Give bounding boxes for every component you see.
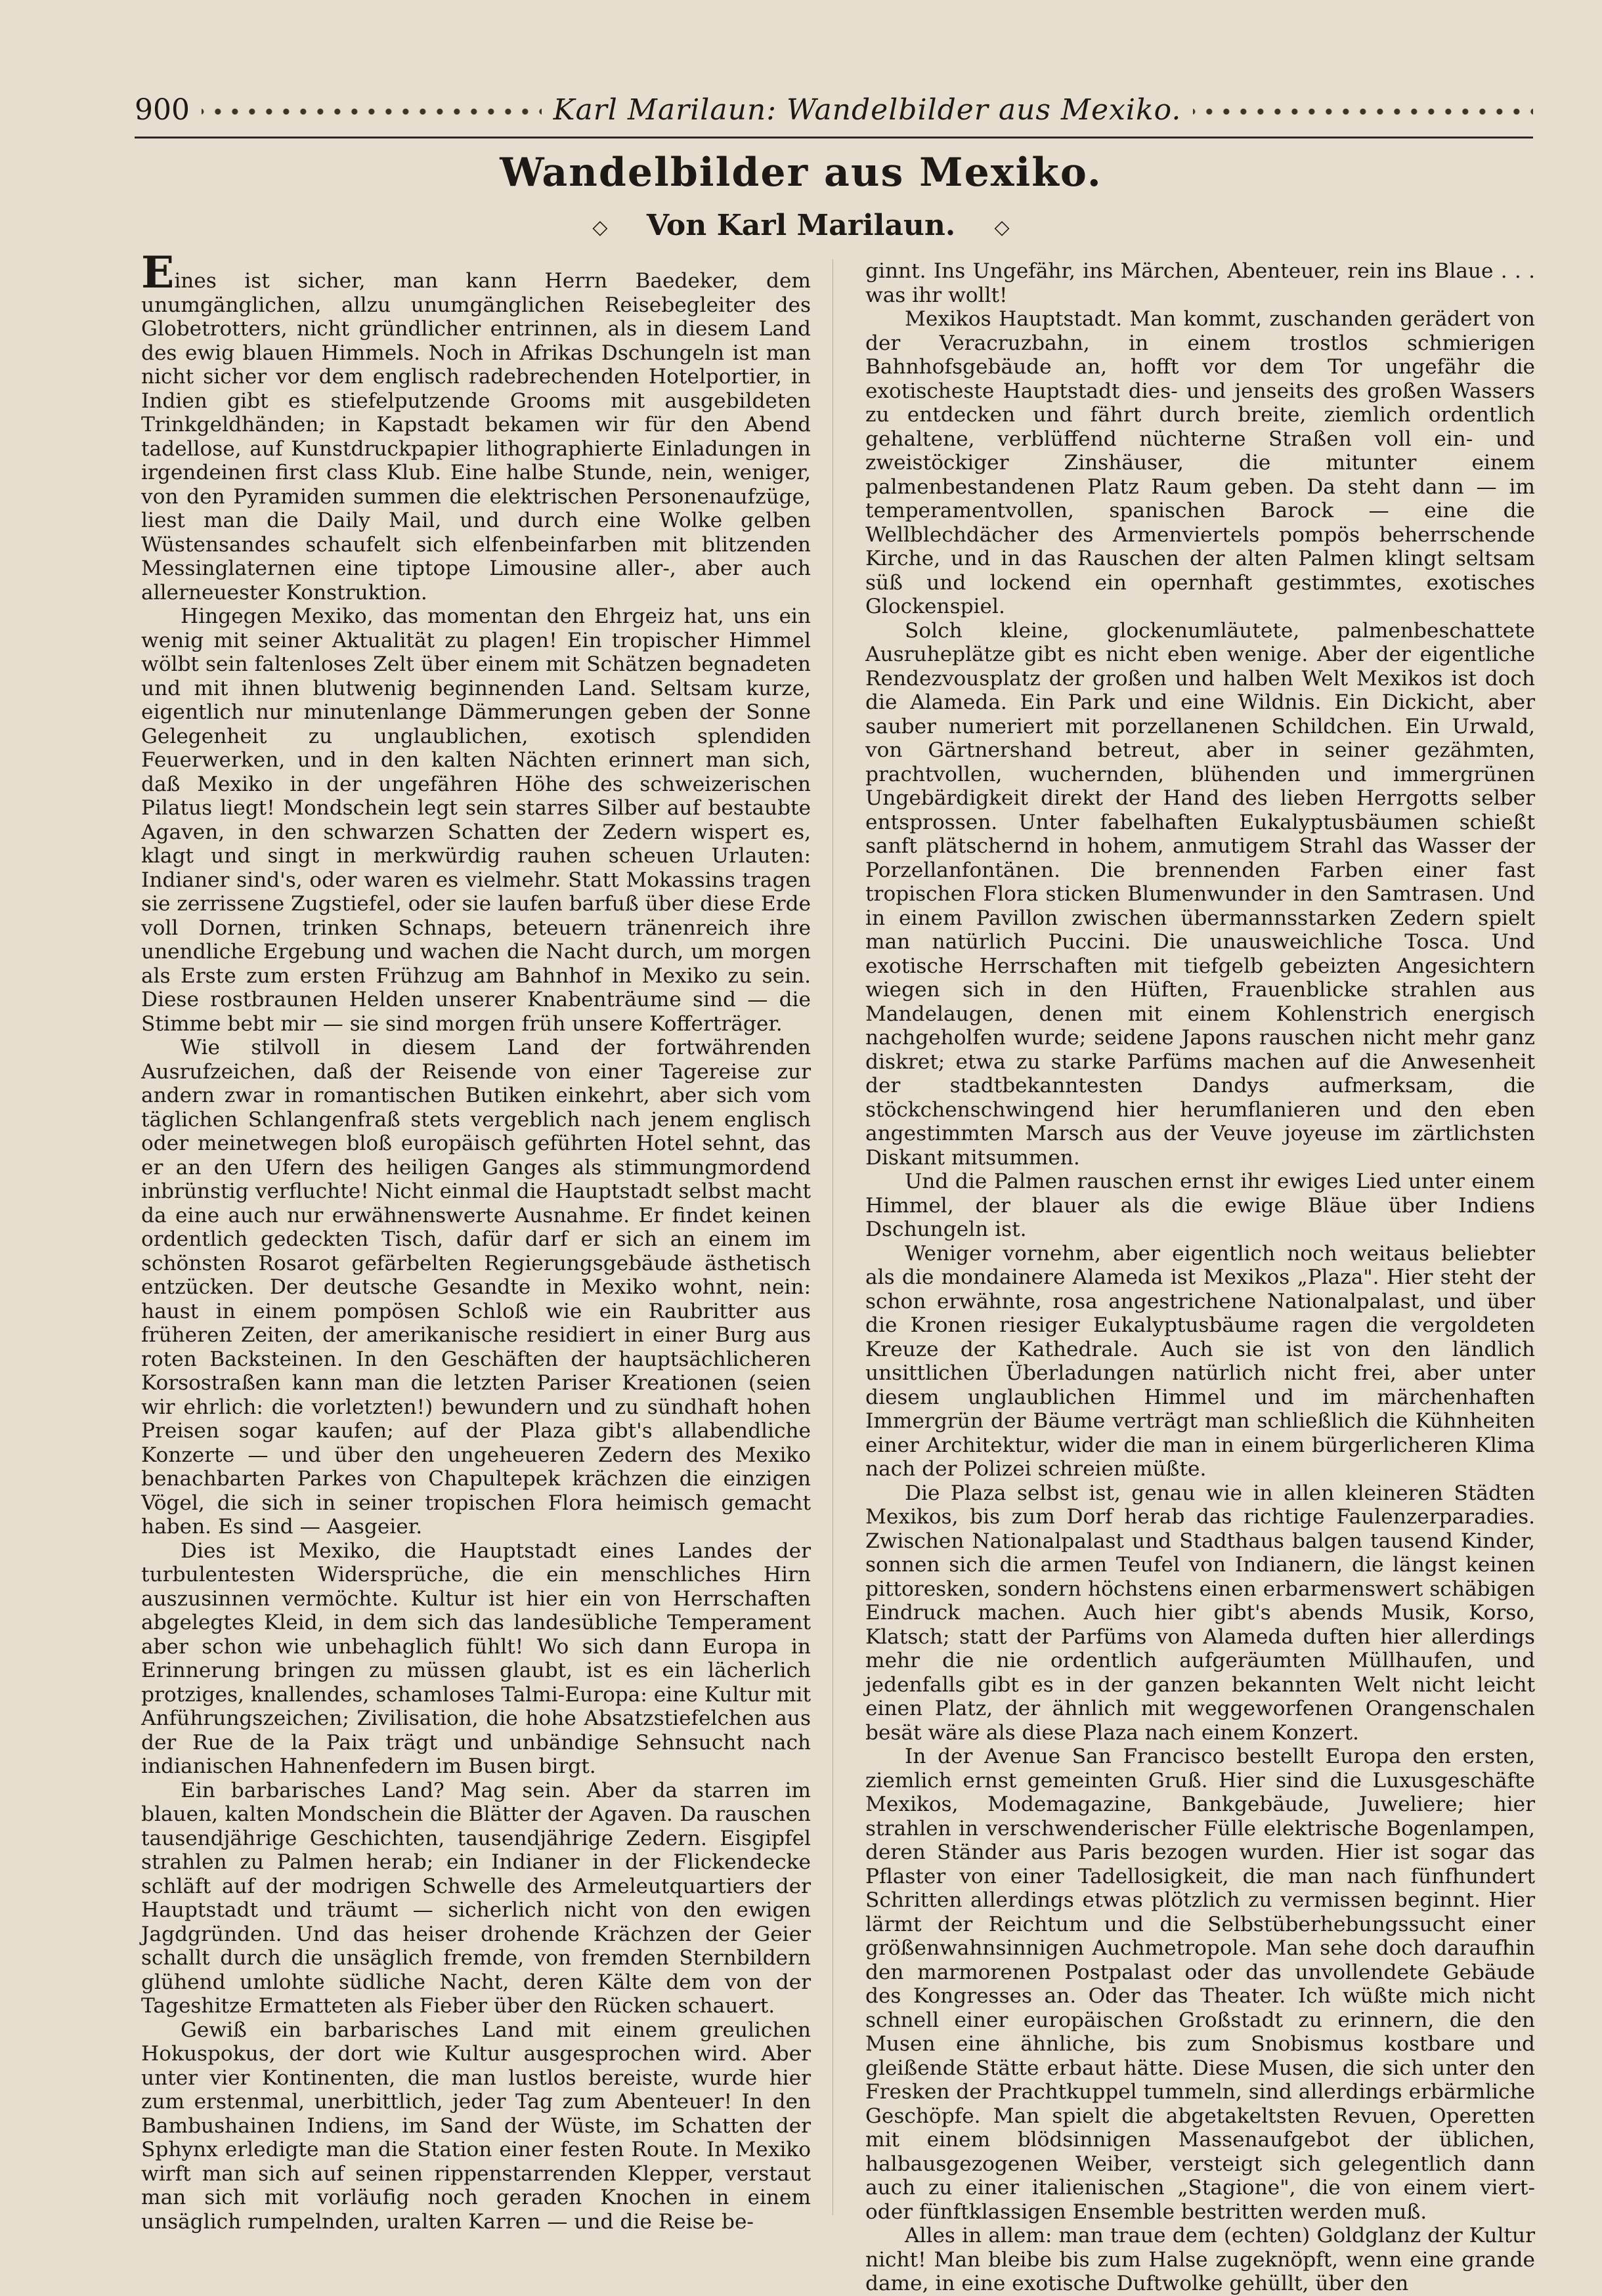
header-rule (135, 137, 1533, 138)
paragraph: Mexikos Hauptstadt. Man kommt, zuschanden gerädert von der Veracruzbahn, in einem trostlos schmierigen Bahnhofsgebäude an, hofft vor dem Tor ungefähr die exotischeste Hauptstadt dies- und jenseits des großen Wassers zu entdecken und fährt durch breite, ziemlich ordentlich gehaltene, verblüffend nüchterne Straßen voll ein- und zweistöckiger Zinshäuser, die mitunter einem palmenbestandenen Platz Raum geben. Da steht dann — im temperamentvollen, spanischen Barock — eine die Wellblechdächer des Armenviertels pompös beherrschende Kirche, und in das Rauschen der alten Palmen klingt seltsam süß und lockend ein opernhaft gestimmtes, exotisches Glockenspiel. (865, 307, 1535, 618)
byline: Von Karl Marilaun. (646, 209, 956, 242)
header-ornament-right (1193, 106, 1533, 117)
paragraph: Wie stilvoll in diesem Land der fortwährenden Ausrufzeichen, daß der Reisende von einer Tagereise zur andern zwar in romantischen Butiken einkehrt, aber sich vom täglichen Schlangenfraß stets vergeblich nach jenem englisch oder meinetwegen bloß europäisch geführten Hotel sehnt, das er an den Ufern des heiligen Ganges als stimmungmordend inbrünstig verfluchte! Nicht einmal die Hauptstadt selbst macht da eine auch nur erwähnenswerte Ausnahme. Er findet keinen ordentlich gedeckten Tisch, dafür darf er sich an einem im schönsten Rosarot gefärbelten Regierungsgebäude ästhetisch entzücken. Der deutsche Gesandte in Mexiko wohnt, nein: haust in einem pompösen Schloß wie ein Raubritter aus früheren Zeiten, der amerikanische residiert in einer Burg aus roten Backsteinen. In den Geschäften der hauptsächlicheren Korsostraßen kann man die letzten Pariser Kreationen (seien wir ehrlich: die vorletzten!) bewundern und zu sündhaft hohen Preisen sogar kaufen; auf der Plaza gibt's allabendliche Konzerte — und über den ungeheueren Zedern des Mexiko benachbarten Parkes von Chapultepek krächzen die einzigen Vögel, die sich in seiner tropischen Flora heimisch gemacht haben. Es sind — Aasgeier. (141, 1036, 811, 1539)
header-ornament-left (202, 106, 542, 117)
running-header (135, 87, 1533, 133)
page-number: 900 (135, 93, 190, 127)
left-column (141, 247, 811, 2234)
diamond-ornament-icon: ◇ (994, 216, 1010, 239)
paragraph: Die Plaza selbst ist, genau wie in allen kleineren Städten Mexikos, bis zum Dorf herab das richtige Faulenzerparadies. Zwischen Nationalpalast und Stadthaus balgen tausend Kinder, sonnen sich die armen Teufel von Indianern, die längst keinen pittoresken, sondern höchstens einen erbarmenswert schäbigen Eindruck machen. Auch hier gibt's abends Musik, Korso, Klatsch; statt der Parfüms von Alameda duften hier allerdings mehr die nie ordentlich aufgeräumten Müllhaufen, und jedenfalls gibt es in der ganzen bekannten Welt nicht leicht einen Platz, der ähnlich mit weggeworfenen Orangenschalen besät wäre als diese Plaza nach einem Konzert. (865, 1481, 1535, 1745)
paragraph: In der Avenue San Francisco bestellt Europa den ersten, ziemlich ernst gemeinten Gruß. Hier sind die Luxusgeschäfte Mexikos, Modemagazine, Bankgebäude, Juweliere; hier strahlen in verschwenderischer Fülle elektrische Bogenlampen, deren Ständer aus Paris bezogen wurden. Hier ist sogar das Pflaster von einer Tadellosigkeit, die man nach fünfhundert Schritten allerdings etwas plötzlich zu vermissen beginnt. Hier lärmt der Reichtum und die Selbstüberhebungssucht einer größenwahnsinnigen Auchmetropole. Man sehe doch daraufhin den marmorenen Postpalast oder das unvollendete Gebäude des Kongresses an. Oder das Theater. Ich wüßte mich nicht schnell einer europäischen Großstadt zu erinnern, die den Musen eine ähnliche, bis zum Snobismus kostbare und gleißende Stätte erbaut hätte. Diese Musen, die sich unter den Fresken der Prachtkuppel tummeln, sind allerdings erbärmliche Geschöpfe. Man spielt die abgetakeltsten Revuen, Operetten mit einem blödsinnigen Massenaufgebot der üblichen, halbausgezogenen Weiber, versteigt sich gelegentlich dann auch zu einer italienischen „Stagione", die von einem viert- oder fünftklassigen Ensemble bestritten werden muß. (865, 1745, 1535, 2224)
article-title: Wandelbilder aus Mexiko. (500, 150, 1102, 196)
right-column (865, 259, 1535, 2296)
byline-row (0, 209, 1602, 242)
paragraph: Alles in allem: man traue dem (echten) Goldglanz der Kultur nicht! Man bleibe bis zum Halse zugeknöpft, wenn eine grande dame, in eine exotische Duftwolke gehüllt, über den (865, 2224, 1535, 2295)
paragraph: Und die Palmen rauschen ernst ihr ewiges Lied unter einem Himmel, der blauer als die ewige Bläue über Indiens Dschungeln ist. (865, 1170, 1535, 1241)
paragraph: Hingegen Mexiko, das momentan den Ehrgeiz hat, uns ein wenig mit seiner Aktualität zu plagen! Ein tropischer Himmel wölbt sein faltenloses Zelt über einem mit Schätzen begnadeten und mit ihnen blutwenig beginnenden Land. Seltsam kurze, eigentlich nur minutenlange Dämmerungen geben der Sonne Gelegenheit zu unglaublichen, exotisch splendiden Feuerwerken, und in den kalten Nächten erinnert man sich, daß Mexiko in der ungefähren Höhe des schweizerischen Pilatus liegt! Mondschein legt sein starres Silber auf bestaubte Agaven, in den schwarzen Schatten der Zedern wispert es, klagt und singt in merkwürdig rauhen scheuen Urlauten: Indianer sind's, oder waren es vielmehr. Statt Mokassins tragen sie zerrissene Zugstiefel, oder sie laufen barfuß über diese Erde voll Dornen, trinken Schnaps, beteuern tränenreich ihre unendliche Ergebung und wachen die Nacht durch, um morgen als Erste zum ersten Frühzug am Bahnhof in Mexiko zu sein. Diese rostbraunen Helden unserer Knabenträume sind — die Stimme bebt mir — sie sind morgen früh unsere Kofferträger. (141, 605, 811, 1036)
paragraph: Eines ist sicher, man kann Herrn Baedeker, dem unumgänglichen, allzu unumgänglichen Reisebegleiter des Globetrotters, nicht gründlicher entrinnen, als in diesem Land des ewig blauen Himmels. Noch in Afrikas Dschungeln ist man nicht sicher vor dem englisch radebrechenden Hotelportier, in Indien gibt es stiefelputzende Grooms mit ausgebildeten Trinkgeldhänden; in Kapstadt bekamen wir für den Abend tadellose, auf Kunstdruckpapier lithographierte Einladungen in irgendeinen first class Klub. Eine halbe Stunde, nein, weniger, von den Pyramiden summen die elektrischen Personenaufzüge, liest man die Daily Mail, und durch eine Wolke gelben Wüstensandes schaufelt sich elfenbeinfarben mit blitzenden Messinglaternen eine tiptope Limousine aller-, aber auch allerneuester Konstruktion. (141, 247, 811, 605)
paragraph: Solch kleine, glockenumläutete, palmenbeschattete Ausruheplätze gibt es nicht eben wenige. Aber der eigentliche Rendezvousplatz der großen und halben Welt Mexikos ist doch die Alameda. Ein Park und eine Wildnis. Ein Dickicht, aber sauber numeriert mit porzellanenen Schildchen. Ein Urwald, von Gärtnershand betreut, aber in seiner gezähmten, prachtvollen, wuchernden, blühenden und immergrünen Ungebärdigkeit direkt der Hand des lieben Herrgotts selber entsprossen. Unter fabelhaften Eukalyptusbäumen schießt sanft plätschernd in hohem, anmutigem Strahl das Wasser der Porzellanfontänen. Die brennenden Farben einer fast tropischen Flora sticken Blumenwunder in den Samtrasen. Und in einem Pavillon zwischen übermannsstarken Zedern spielt man natürlich Puccini. Die unausweichliche Tosca. Und exotische Herrschaften mit tiefgelb gebeizten Angesichtern wiegen sich in den Hüften, Frauenblicke strahlen aus Mandelaugen, denen mit einem Kohlenstrich energisch nachgeholfen wurde; seidene Japons rauschen nicht mehr ganz diskret; etwa zu starke Parfüms machen auf die Anwesenheit der stadtbekanntesten Dandys aufmerksam, die stöckchenschwingend hier herumflanieren und den eben angestimmten Marsch aus der Veuve joyeuse im zärtlichsten Diskant mitsummen. (865, 618, 1535, 1170)
paragraph: Ein barbarisches Land? Mag sein. Aber da starren im blauen, kalten Mondschein die Blätter der Agaven. Da rauschen tausendjährige Geschichten, tausendjährige Zedern. Eisgipfel strahlen zu Palmen herab; ein Indianer in der Flickendecke schläft auf der modrigen Schwelle des Armeleutquartiers der Hauptstadt und träumt — sicherlich nicht von den ewigen Jagdgründen. Und das heiser drohende Krächzen der Geier schallt durch die unsäglich fremde, von fremden Sternbildern glühend umlohte südliche Nacht, deren Kälte dem von der Tageshitze Ermatteten als Fieber über den Rücken schauert. (141, 1778, 811, 2018)
paragraph: Weniger vornehm, aber eigentlich noch weitaus beliebter als die mondainere Alameda ist Mexikos „Plaza". Hier steht der schon erwähnte, rosa angestrichene Nationalpalast, und über die Kronen riesiger Eukalyptusbäume ragen die vergoldeten Kreuze der Kathedrale. Auch sie ist von den ländlich unsittlichen Überladungen natürlich nicht frei, aber unter diesem unglaublichen Himmel und im märchenhaften Immergrün der Bäume verträgt man schließlich die Kühnheiten einer Architektur, wider die man in einem bürgerlicheren Klima nach der Polizei schreien müßte. (865, 1241, 1535, 1481)
paragraph: Dies ist Mexiko, die Hauptstadt eines Landes der turbulentesten Widersprüche, die ein menschliches Hirn auszusinnen vermöchte. Kultur ist hier ein von Herrschaften abgelegtes Kleid, in dem sich das landesübliche Temperament aber schon wie unbehaglich fühlt! Wo sich dann Europa in Erinnerung bringen zu müssen glaubt, ist es ein lächerlich protziges, knallendes, schamloses Talmi-Europa: eine Kultur mit Anführungszeichen; Zivilisation, die hohe Absatzstiefelchen aus der Rue de la Paix trägt und unbändige Sehnsucht nach indianischen Hahnenfedern im Busen birgt. (141, 1539, 811, 1778)
running-title: Karl Marilaun: Wandelbilder aus Mexiko. (553, 93, 1182, 127)
paragraph: ginnt. Ins Ungefähr, ins Märchen, Abenteuer, rein ins Blaue . . . was ihr wollt! (865, 259, 1535, 307)
paragraph: Gewiß ein barbarisches Land mit einem greulichen Hokuspokus, der dort wie Kultur ausgesprochen wird. Aber unter vier Kontinenten, die man lustlos bereiste, wurde hier zum erstenmal, unerbittlich, jeder Tag zum Abenteuer! In den Bambushainen Indiens, im Sand der Wüste, im Schatten der Sphynx erledigte man die Station einer festen Route. In Mexiko wirft man sich auf seinen rippenstarrenden Klepper, verstaut man sich mit vorläufig noch geraden Knochen in einem unsäglich rumpelnden, uralten Karren — und die Reise be- (141, 2018, 811, 2234)
diamond-ornament-icon: ◇ (592, 216, 608, 239)
